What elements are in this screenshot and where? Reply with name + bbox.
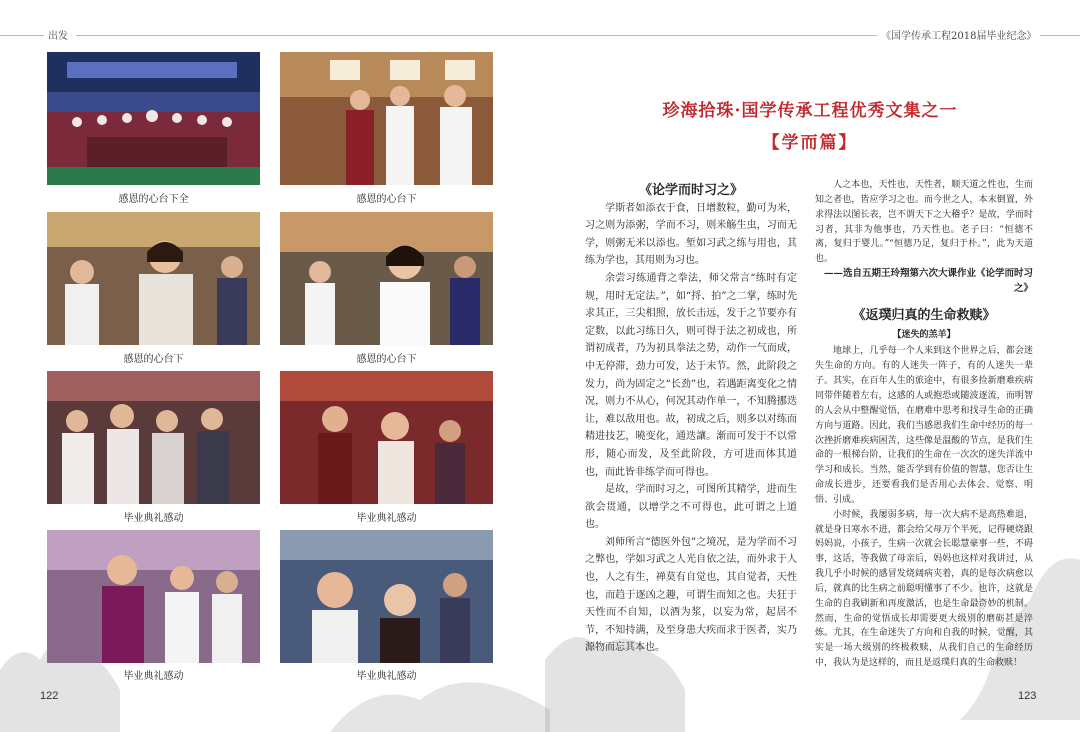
photo-gratitude-woman-hands: [47, 212, 260, 345]
header-rule-right-a: [545, 35, 877, 36]
anthology-banner-title: 珍海拾珠·国学传承工程优秀文集之一: [662, 101, 958, 121]
page-number-left: 122: [40, 690, 59, 702]
article-paragraph: 学斯者如添衣于食，日增数粒，勤可为米，习之则为添粥，学而不习，则米觞生虫，习而无学，则粥无米以添也。堑如习武之练与用也，其练为学也，其用则为习也。: [585, 202, 797, 267]
photo-caption: 毕业典礼感动: [356, 671, 417, 682]
article-byline: ——选自五期王玲翔第六次大课作业《论学而时习之》: [823, 268, 1033, 294]
article-subheading: 【迷失的羔羊】: [892, 329, 956, 340]
article-paragraph: 人之本也，天性也，天性者，顺天道之性也，生而知之者也，皆应学习之也。而今世之人，本末倒置，外求得法以图长表，岂不谓天下之大稽乎？是故，学而时习者，其非为他事也，乃天性也。老子曰：“恒德不离，复归于婴儿。”“恒德乃足，复归于朴。”，此为天道也。: [815, 180, 1033, 265]
article-column-1: [585, 182, 797, 657]
article-paragraph: 刘师所言“德医外包”之境况，是为学而不习之弊也，学如习武之人光自依之法，而外求于人也，人之有生，禅莫有自觉也，其自觉者，天性也，而趋于逐凶之趣，可谓生而知之也。夫狂于天性而不自知，以酒为浆，以妄为常，起居不节，不知持满，及至身患大疾而求于医者，实乃源物而忘其本也。: [585, 536, 797, 654]
photo-caption: 感恩的心台下: [123, 354, 184, 365]
photo-caption: 感恩的心台下: [356, 354, 417, 365]
photo-caption: 感恩的心台下: [356, 194, 417, 205]
header-section-label: 出发: [44, 27, 72, 42]
article-paragraph: 是故，学而时习之，可图所其精学，进而生欲会贯通，以增学之不可得也，此可谓之上道也。: [585, 484, 797, 531]
article-paragraph: 余尝习练通背之拳法，师父常言“练时有定规，用时无定法。”，如“捋、拍”之二掌，练时先求其正，三尖相照，放长击远，发于之节要亦有定数，以此习练日久，则可得于法之初成也，所谓初成者，乃为初具拳法之势，动作一气而成，中无停滞，劲力可发，达于末节。然，此阶段之发力，尚为固定之“长劲”也，若遇距离变化之情况，则力不从心，何况其动作单一，不知腾挪迭让，难以敌用也。故，初成之后，则多以对练而精进技艺，曉变化，通迭讓。渐而可发于不以常形，随心而发，及至此阶段，方可进而体其道也，而此皆非练学而可得也。: [585, 272, 797, 478]
header-rule-left-a: [0, 35, 44, 36]
header-rule-left-b: [76, 35, 546, 36]
photo-caption: 毕业典礼感动: [123, 513, 184, 524]
photo-caption: 感恩的心台下全: [118, 194, 189, 205]
article-title: 《返璞归真的生命救赎》: [852, 307, 996, 323]
header-publication-title: 《国学传承工程2018届毕业纪念》: [877, 27, 1040, 42]
header-rule-right-b: [1040, 35, 1080, 36]
photo-caption: 毕业典礼感动: [123, 671, 184, 682]
photo-gratitude-audience-wide: [47, 52, 260, 185]
article-paragraph: 小时候，我屡弱多病，每一次大病不是高热难退，就是身日寒水不进，都会给父母万个半死，记得硬烧跟妈妈说，小孩子，生病一次就会长聪慧豪事一些，不碍事，这话，等我做了母亲后，妈妈也这样对我讲过，从我几乎小时候的感冒发烧阔病夹着，真的是每次病愈以后，就真的比生病之前聪明懂事了不少。也许，这就是生命的自我刷新和再度激活，也是生命最奇妙的机制。然而，生命的觉悟成长却需要更大级别的磨砺甚是淬炼。尤其，在生命迷失了方向和自我的时候，觉醒，其实是一场大级别的终极救赎，从我们自己的生命经历中，我认为是这样的，而且是返璞归真的生命救赎！: [815, 509, 1033, 669]
photo-gratitude-leaders-applause: [280, 52, 493, 185]
photo-graduation-tearful: [280, 371, 493, 504]
photo-caption: 毕业典礼感动: [356, 513, 417, 524]
photo-graduation-smiles: [280, 530, 493, 663]
page-number-right: 123: [1018, 690, 1037, 702]
anthology-banner-subtitle: 【学而篇】: [762, 133, 858, 153]
photo-graduation-crowd-moved: [47, 371, 260, 504]
article-column-2: [815, 178, 1033, 671]
photo-gratitude-woman-white: [280, 212, 493, 345]
article-title: 《论学而时习之》: [638, 183, 743, 198]
photo-graduation-teachers: [47, 530, 260, 663]
article-paragraph: 地球上，几乎每一个人来到这个世界之后，都会迷失生命的方向。有的人迷失一阵子，有的人迷失一辈子。其实，在百年人生的旅途中，有很多捡新磨难疾病同带伴随着左右，这感的人或抱恐或随波逐流，而明智的人会从中整醒觉悟，在磨难中思考和找寻生命的正确方向与道路。因此，我们当感恩我们生命中经历的每一次挫折磨难疾病困苦，这些像是温酸的节点，是我们生命的一根梯台阶，让我们的生命在一次次的迷失洋流中学习和成长。当然，能否学到有价值的智慧，您否让生命成长进步，还要看我们是否用心去体会、觉察、明悟、引成。: [815, 346, 1033, 505]
